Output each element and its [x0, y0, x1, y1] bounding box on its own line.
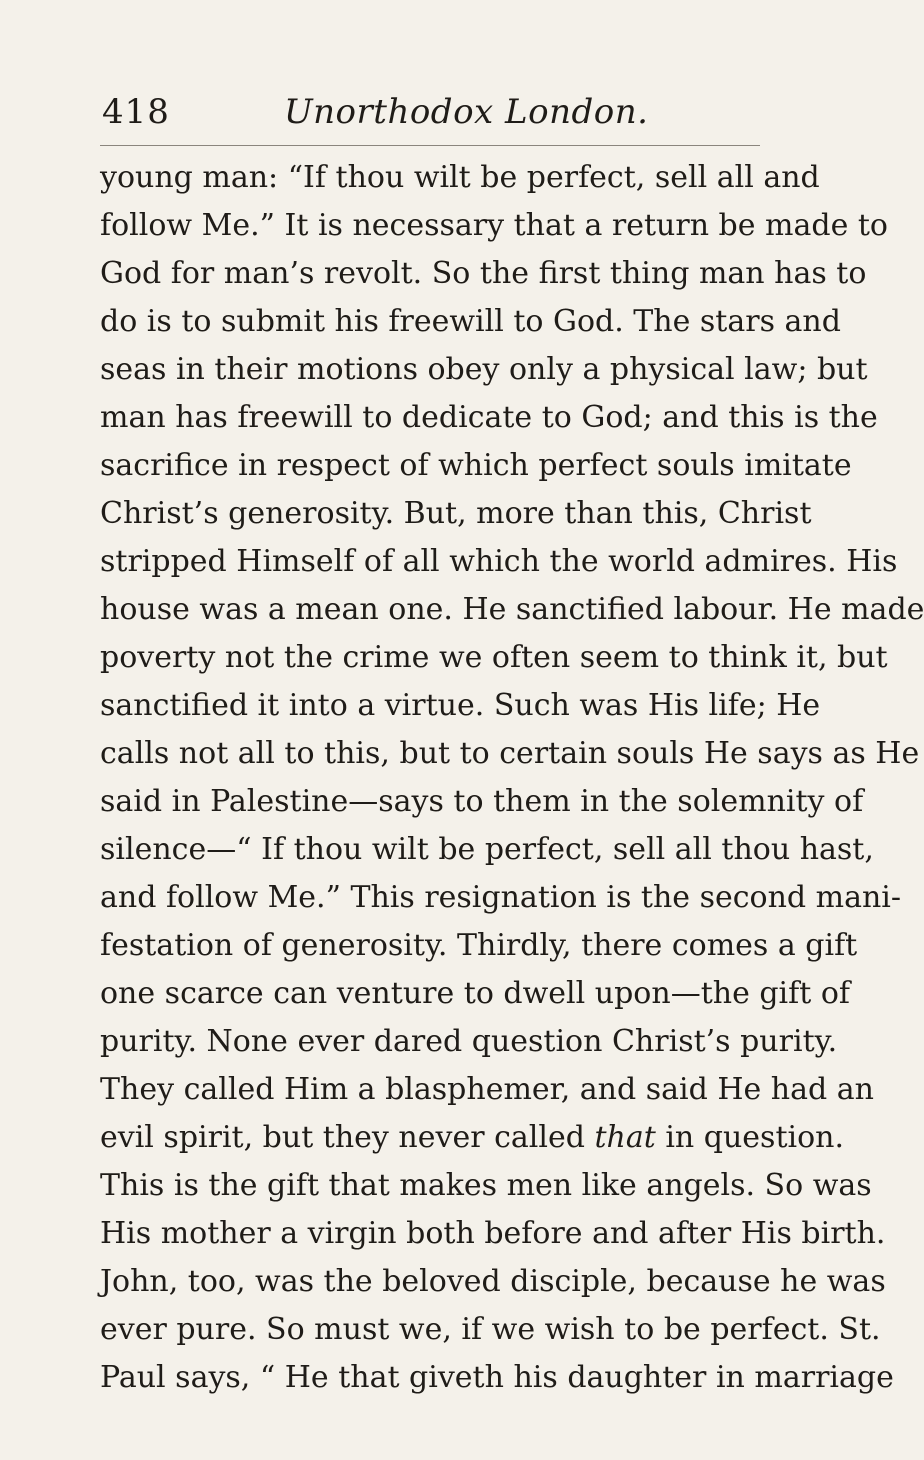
text-line: They called Him a blasphemer, and said He had an	[100, 1072, 874, 1107]
text-line: Christ’s generosity. But, more than this, Christ	[100, 496, 812, 531]
text-line: one scarce can venture to dwell upon—the gift of	[100, 976, 851, 1011]
text-line: seas in their motions obey only a physical law; but	[100, 352, 868, 387]
page-number: 418	[102, 92, 170, 132]
text-line: John, too, was the beloved disciple, because he was	[100, 1264, 886, 1299]
text-line: young man: “If thou wilt be perfect, sell all and	[100, 160, 820, 195]
body-text	[100, 154, 924, 1402]
text-line: said in Palestine—says to them in the solemnity of	[100, 784, 864, 819]
text-line: house was a mean one. He sanctified labour. He made	[100, 592, 924, 627]
text-line-with-italic	[100, 1114, 845, 1162]
text-segment: evil spirit, but they never called	[100, 1120, 595, 1155]
text-line: calls not all to this, but to certain souls He says as He	[100, 736, 920, 771]
text-line: ever pure. So must we, if we wish to be perfect. St.	[100, 1312, 881, 1347]
text-line: His mother a virgin both before and after His birth.	[100, 1216, 886, 1251]
text-line: follow Me.” It is necessary that a return be made to	[100, 208, 888, 243]
text-line: festation of generosity. Thirdly, there comes a gift	[100, 928, 858, 963]
text-line: sacrifice in respect of which perfect souls imitate	[100, 448, 852, 483]
text-segment: in question.	[655, 1120, 845, 1155]
text-line: Paul says, “ He that giveth his daughter in marriage	[100, 1360, 894, 1395]
text-line: silence—“ If thou wilt be perfect, sell all thou hast,	[100, 832, 874, 867]
text-line: stripped Himself of all which the world admires. His	[100, 544, 898, 579]
header-rule	[100, 145, 760, 146]
text-line: sanctified it into a virtue. Such was His life; He	[100, 688, 821, 723]
text-line: man has freewill to dedicate to God; and this is the	[100, 400, 878, 435]
text-line: and follow Me.” This resignation is the second mani-	[100, 880, 902, 915]
text-line: God for man’s revolt. So the first thing man has to	[100, 256, 867, 291]
text-line: do is to submit his freewill to God. The stars and	[100, 304, 841, 339]
text-line: poverty not the crime we often seem to think it, but	[100, 640, 888, 675]
running-title: Unorthodox London.	[284, 92, 649, 132]
text-line: purity. None ever dared question Christ’s purity.	[100, 1024, 838, 1059]
page-header	[100, 72, 760, 132]
italic-word: that	[594, 1120, 656, 1155]
text-line: This is the gift that makes men like angels. So was	[100, 1168, 872, 1203]
